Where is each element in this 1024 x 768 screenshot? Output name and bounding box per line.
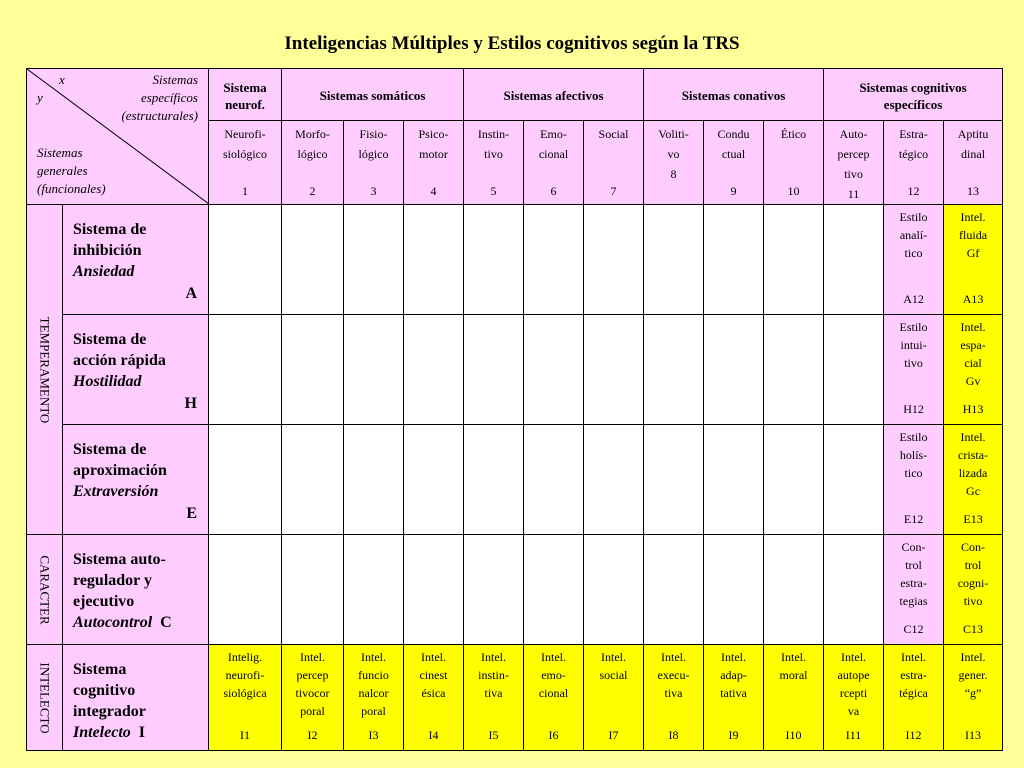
subsystem-number: 5 — [490, 184, 497, 198]
subsystem-header — [644, 121, 704, 205]
row-label — [63, 425, 209, 535]
row-label-text — [73, 439, 198, 502]
header-group-line: neurof. — [225, 96, 265, 112]
subsystem-name: Auto- percep tivo 11 — [837, 127, 870, 201]
table-cell — [584, 425, 644, 535]
table-cell — [704, 645, 764, 751]
side-group-label: INTELECTO — [37, 661, 52, 734]
cell-text: Intel. funcio nalcor poral — [358, 650, 389, 718]
subsystem-header — [524, 121, 584, 205]
table-cell — [764, 205, 824, 315]
table-cell — [209, 205, 282, 315]
row-label-line: Sistema de — [73, 331, 147, 348]
table-cell — [944, 645, 1003, 751]
cell-text: Con- trol estra- tegias — [899, 540, 928, 608]
row-label-italic: Hostilidad — [73, 373, 142, 390]
row-label-line: integrador — [73, 703, 146, 720]
subsystem-header — [209, 121, 282, 205]
header-group — [209, 69, 282, 121]
subsystem-name: Fisio- lógico — [358, 127, 389, 161]
subsystem-number: 3 — [370, 184, 377, 198]
row-letter: H — [184, 395, 197, 412]
row-label-italic: Intelecto — [73, 724, 131, 741]
cell-id: I13 — [965, 728, 982, 742]
cell-text: Intel. execu- tiva — [657, 650, 690, 700]
subsystem-number: 4 — [430, 184, 437, 198]
table-cell — [884, 315, 944, 425]
subsystem-number: 9 — [730, 184, 737, 198]
table-cell — [764, 315, 824, 425]
subsystem-header — [884, 121, 944, 205]
table-cell — [404, 315, 464, 425]
subsystem-name: Aptitu dinal — [957, 127, 989, 161]
row-label — [63, 205, 209, 315]
row-label-text — [73, 219, 198, 282]
subsystem-header — [464, 121, 524, 205]
table-row — [27, 535, 1003, 645]
cell-id: C13 — [963, 622, 984, 636]
cell-id: C12 — [903, 622, 924, 636]
table-cell — [824, 315, 884, 425]
table-cell — [282, 425, 344, 535]
row-label-text — [73, 659, 198, 743]
row-label-italic-line — [73, 722, 198, 743]
subsystem-number: 13 — [967, 184, 980, 198]
table-cell — [944, 535, 1003, 645]
subsystem-name: Social — [598, 127, 629, 141]
header-group-label: Sistemas afectivos — [503, 88, 604, 103]
cell-id: I12 — [905, 728, 922, 742]
table-cell — [884, 645, 944, 751]
cell-text: Intel. estra- tégica — [899, 650, 928, 700]
row-label-italic-line — [73, 481, 198, 502]
cell-id: E12 — [903, 512, 924, 526]
row-label-line: aproximación — [73, 462, 167, 479]
table-cell — [944, 425, 1003, 535]
table-cell — [344, 205, 404, 315]
subsystem-header — [704, 121, 764, 205]
subsystem-name: Neurofi- siológico — [223, 127, 267, 161]
table-cell — [464, 315, 524, 425]
cell-id: A13 — [962, 292, 984, 306]
cell-id: E13 — [963, 512, 983, 526]
table-cell — [824, 205, 884, 315]
subsystem-number: 12 — [907, 184, 920, 198]
row-label-line: ejecutivo — [73, 593, 135, 610]
subsystem-number: 7 — [610, 184, 617, 198]
cell-id: H12 — [903, 402, 924, 416]
table-cell — [524, 645, 584, 751]
table-row — [27, 205, 1003, 315]
cell-id: I9 — [728, 728, 739, 742]
cell-id: A12 — [903, 292, 924, 306]
side-group-label: CARACTER — [37, 554, 52, 625]
row-label-text — [73, 549, 198, 633]
row-letter: E — [186, 505, 197, 522]
header-group-label: Sistemas somáticos — [319, 88, 426, 103]
table-cell — [524, 315, 584, 425]
side-group-label: TEMPERAMENTO — [37, 316, 52, 423]
corner-specific-label: específicos — [140, 90, 198, 105]
table-cell — [344, 535, 404, 645]
row-label-line: cognitivo — [73, 682, 136, 699]
header-group-line: específicos — [883, 96, 943, 112]
row-label-line: acción rápida — [73, 352, 166, 369]
row-letter: A — [185, 285, 197, 302]
subsystem-header — [764, 121, 824, 205]
subsystem-header — [344, 121, 404, 205]
cell-text: Intel. instin- tiva — [478, 650, 509, 700]
table-cell — [209, 535, 282, 645]
page-title: Inteligencias Múltiples y Estilos cognitivos según la TRS — [284, 33, 740, 54]
corner-specific-label: Sistemas — [152, 72, 198, 87]
subsystem-name: Estra- tégico — [898, 127, 929, 161]
corner-y-label: y — [37, 90, 43, 105]
cell-id: I2 — [307, 728, 318, 742]
table-row — [27, 315, 1003, 425]
row-label — [63, 315, 209, 425]
table-cell — [344, 315, 404, 425]
header-group-line: Sistema — [223, 79, 267, 95]
table-cell — [282, 535, 344, 645]
table-cell — [644, 315, 704, 425]
table-cell — [704, 315, 764, 425]
corner-x-label: x — [59, 72, 65, 87]
row-label-italic-line — [73, 261, 198, 282]
row-label-line: regulador y — [73, 572, 152, 589]
table-cell — [644, 425, 704, 535]
cell-text: Intel. cinest ésica — [419, 650, 448, 700]
header-group-label: Sistemas conativos — [681, 88, 786, 103]
cell-text: Intel. fluida Gf — [959, 210, 988, 260]
table-cell — [464, 205, 524, 315]
table-cell — [764, 425, 824, 535]
side-group-label-cell — [27, 645, 63, 751]
header-group — [824, 69, 1003, 121]
table-cell — [464, 535, 524, 645]
table-cell — [209, 315, 282, 425]
corner-specific-label: (estructurales) — [121, 108, 198, 123]
corner-general-label: generales — [37, 163, 88, 178]
header-group-line: Sistemas cognitivos — [859, 79, 967, 95]
side-group-label-cell — [27, 205, 63, 535]
subsystem-header — [944, 121, 1003, 205]
row-label-line: Sistema — [73, 661, 127, 678]
cell-text: Estilo holís- tico — [899, 430, 928, 480]
cell-text: Estilo intui- tivo — [899, 320, 928, 370]
subsystem-header — [404, 121, 464, 205]
header-row-groups — [27, 69, 1003, 121]
table-cell — [824, 535, 884, 645]
table-cell — [524, 535, 584, 645]
table-cell — [404, 205, 464, 315]
table-cell — [282, 645, 344, 751]
table-cell — [282, 205, 344, 315]
cell-text: Intel. autope rcepti va — [837, 650, 870, 718]
cell-text: Estilo analí- tico — [899, 210, 928, 260]
corner-cell — [27, 69, 209, 205]
row-label-italic: Extraversión — [73, 483, 159, 500]
cell-text: Intel. crista- lizada Gc — [958, 430, 989, 498]
cell-text: Intel. gener. “g” — [958, 650, 988, 700]
row-label-line: Sistema de — [73, 441, 147, 458]
table-cell — [704, 535, 764, 645]
table-row — [27, 645, 1003, 751]
subsystem-number: 10 — [787, 184, 800, 198]
cell-id: I4 — [428, 728, 439, 742]
table-cell — [404, 425, 464, 535]
table-cell — [884, 425, 944, 535]
table-cell — [764, 535, 824, 645]
cell-id: I10 — [785, 728, 802, 742]
row-label — [63, 535, 209, 645]
subsystem-name: Condu ctual — [717, 127, 750, 161]
table-cell — [404, 535, 464, 645]
subsystem-header — [824, 121, 884, 205]
subsystem-name: Ético — [780, 127, 807, 141]
intelligence-table — [26, 68, 1003, 751]
table-cell — [644, 205, 704, 315]
row-label-italic-line — [73, 371, 198, 392]
subsystem-header — [282, 121, 344, 205]
subsystem-name: Morfo- lógico — [295, 127, 330, 161]
table-cell — [464, 425, 524, 535]
cell-id: I3 — [368, 728, 379, 742]
row-label-text — [73, 329, 198, 392]
header-group — [644, 69, 824, 121]
row-letter: I — [138, 724, 145, 741]
table-cell — [824, 425, 884, 535]
row-label-italic: Ansiedad — [73, 263, 135, 280]
cell-text: Intel. moral — [779, 650, 808, 682]
cell-text: Intel. espa- cial Gv — [960, 320, 986, 388]
corner-general-label: Sistemas — [37, 145, 83, 160]
table-cell — [704, 205, 764, 315]
table-cell — [464, 645, 524, 751]
table-row — [27, 425, 1003, 535]
table-cell — [524, 205, 584, 315]
table-cell — [644, 535, 704, 645]
subsystem-number: 1 — [242, 184, 248, 198]
table-cell — [584, 205, 644, 315]
subsystem-name: Emo- cional — [538, 127, 569, 161]
table-cell — [944, 315, 1003, 425]
table-cell — [824, 645, 884, 751]
subsystem-header — [584, 121, 644, 205]
row-label-line: inhibición — [73, 242, 142, 259]
table-cell — [884, 205, 944, 315]
cell-id: I11 — [845, 728, 862, 742]
row-label-line: Sistema auto- — [73, 551, 166, 568]
table-cell — [584, 535, 644, 645]
cell-text: Intel. percep tivocor poral — [295, 650, 330, 718]
table-cell — [704, 425, 764, 535]
side-group-label-cell — [27, 535, 63, 645]
table-cell — [404, 645, 464, 751]
cell-id: I1 — [240, 728, 250, 742]
subsystem-number: 2 — [309, 184, 316, 198]
table-cell — [584, 315, 644, 425]
cell-id: I7 — [608, 728, 619, 742]
table-cell — [209, 425, 282, 535]
cell-text: Con- trol cogni- tivo — [957, 540, 989, 608]
cell-text: Intelig. neurofi- siológica — [223, 650, 267, 700]
cell-id: I6 — [548, 728, 559, 742]
row-letter: C — [160, 614, 172, 631]
subsystem-number: 6 — [550, 184, 557, 198]
subsystem-name: Voliti- vo 8 — [658, 127, 689, 181]
table-cell — [209, 645, 282, 751]
row-label — [63, 645, 209, 751]
table-cell — [644, 645, 704, 751]
cell-text: Intel. social — [599, 650, 628, 682]
row-label-line: Sistema de — [73, 221, 147, 238]
cell-id: I5 — [488, 728, 499, 742]
subsystem-name: Psico- motor — [418, 127, 449, 161]
cell-text: Intel. emo- cional — [538, 650, 569, 700]
table-cell — [344, 425, 404, 535]
table-cell — [282, 315, 344, 425]
cell-text: Intel. adap- tativa — [720, 650, 747, 700]
cell-id: H13 — [962, 402, 984, 416]
row-label-italic-line — [73, 612, 198, 633]
table-cell — [944, 205, 1003, 315]
table-cell — [884, 535, 944, 645]
corner-general-label: (funcionales) — [37, 181, 106, 196]
cell-id: I8 — [668, 728, 679, 742]
table-cell — [764, 645, 824, 751]
header-group — [464, 69, 644, 121]
header-group — [282, 69, 464, 121]
table-cell — [584, 645, 644, 751]
table-cell — [524, 425, 584, 535]
table-cell — [344, 645, 404, 751]
row-label-italic: Autocontrol — [73, 614, 153, 631]
subsystem-name: Instin- tivo — [477, 127, 510, 161]
